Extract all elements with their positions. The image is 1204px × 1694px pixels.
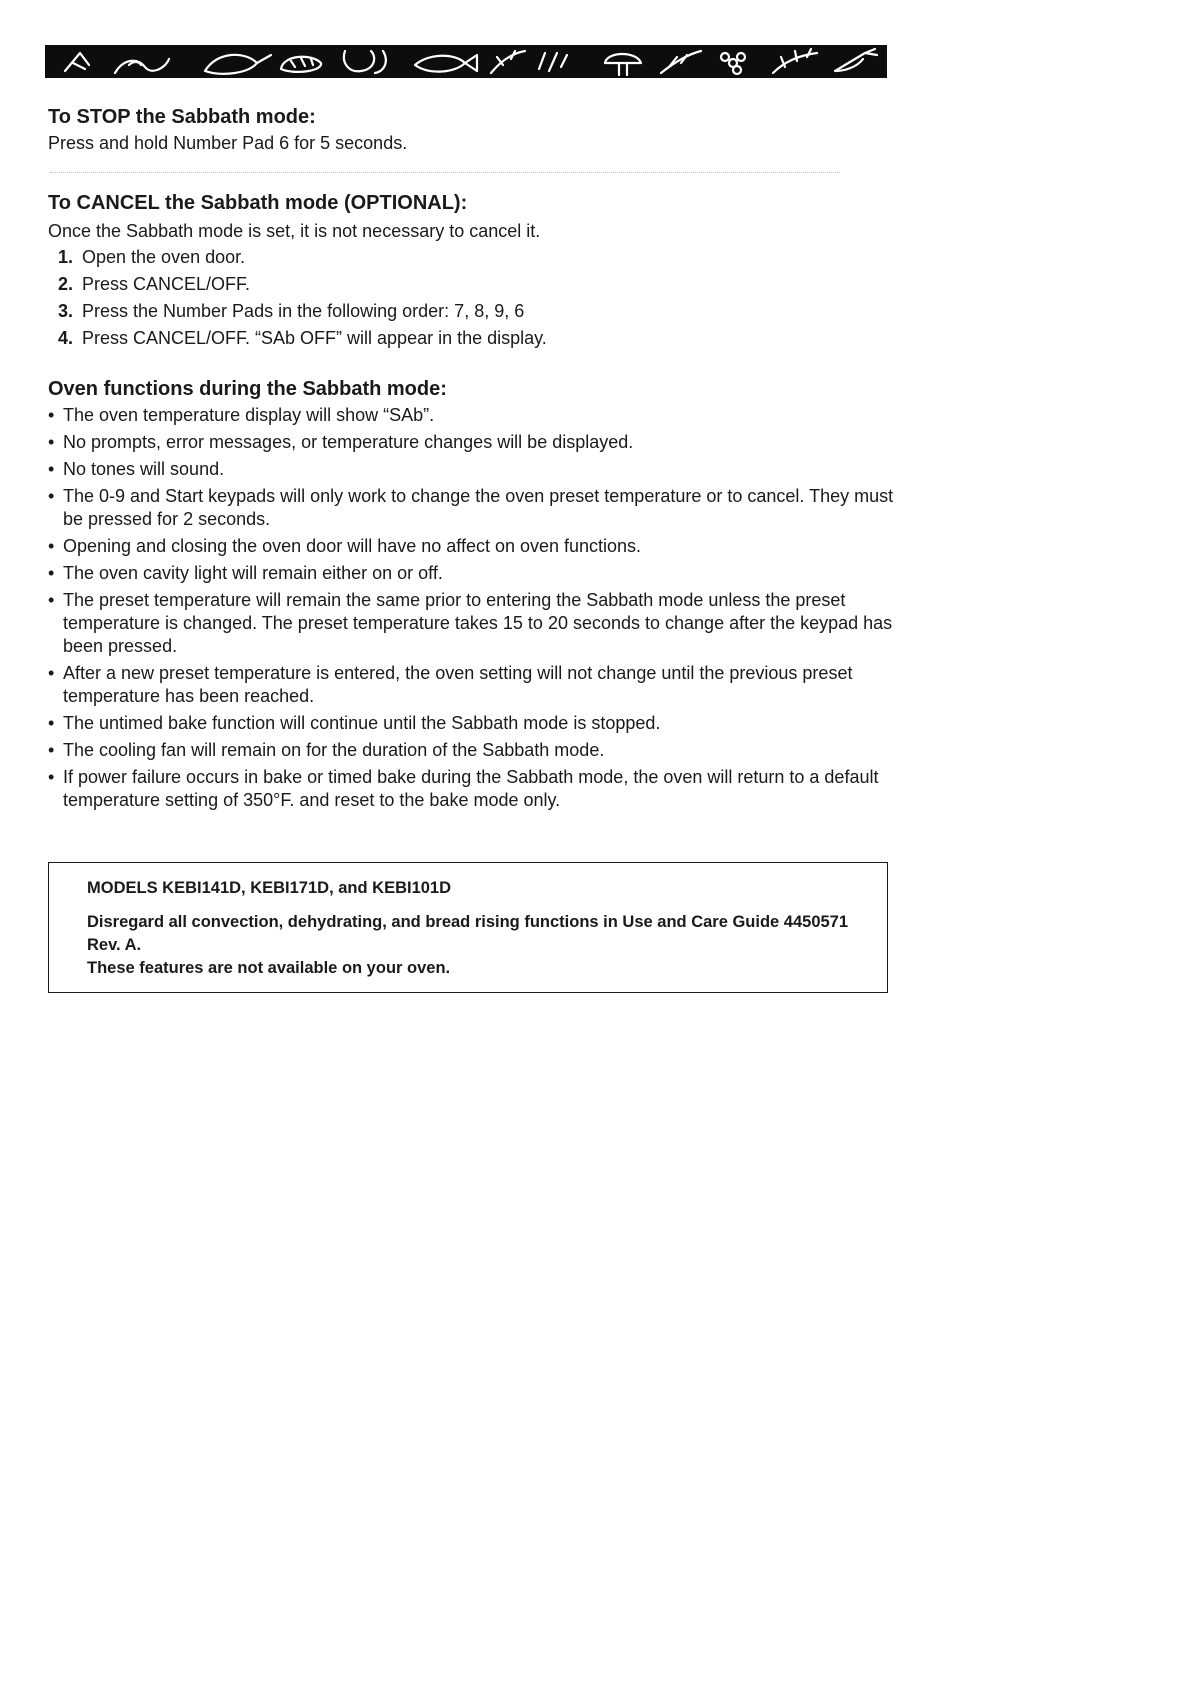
cancel-sabbath-heading: To CANCEL the Sabbath mode (OPTIONAL): xyxy=(48,192,468,214)
list-item: • No tones will sound. xyxy=(48,458,903,481)
models-notice-disregard-text: Disregard all convection, dehydrating, and bread rising functions in Use and Care Guide 4450571 Rev. A. xyxy=(87,913,849,954)
stop-sabbath-heading: To STOP the Sabbath mode: xyxy=(48,106,316,128)
oven-functions-section xyxy=(48,376,903,816)
list-item: • After a new preset temperature is entered, the oven setting will not change until the previous preset temperature has been reached. xyxy=(48,662,903,708)
list-item: • If power failure occurs in bake or timed bake during the Sabbath mode, the oven will return to a default temperature setting of 350°F. and reset to the bake mode only. xyxy=(48,766,903,812)
oven-functions-list xyxy=(48,404,903,812)
cancel-step: 2. Press CANCEL/OFF. xyxy=(58,274,251,294)
models-notice-unavailable-text: These features are not available on your oven. xyxy=(87,959,451,977)
cancel-step: 1. Open the oven door. xyxy=(58,247,246,267)
list-item: • The untimed bake function will continue until the Sabbath mode is stopped. xyxy=(48,712,903,735)
models-notice-title: MODELS KEBI141D, KEBI171D, and KEBI101D xyxy=(87,879,452,897)
list-item: • No prompts, error messages, or temperature changes will be displayed. xyxy=(48,431,903,454)
list-item: • The oven cavity light will remain either on or off. xyxy=(48,562,903,585)
list-item: • Opening and closing the oven door will have no affect on oven functions. xyxy=(48,535,903,558)
models-notice-box xyxy=(48,862,888,993)
cancel-sabbath-intro: Once the Sabbath mode is set, it is not necessary to cancel it. xyxy=(48,221,541,241)
cancel-step: 3. Press the Number Pads in the following order: 7, 8, 9, 6 xyxy=(58,301,525,321)
list-item: • The cooling fan will remain on for the duration of the Sabbath mode. xyxy=(48,739,903,762)
cancel-steps-list xyxy=(48,244,898,352)
decorative-food-banner xyxy=(45,45,887,78)
oven-functions-heading: Oven functions during the Sabbath mode: xyxy=(48,378,447,400)
section-divider xyxy=(50,172,840,173)
stop-sabbath-section xyxy=(48,104,898,156)
food-illustration-icon xyxy=(45,45,887,78)
list-item: • The preset temperature will remain the same prior to entering the Sabbath mode unless the preset temperature is changed. The preset temperature takes 15 to 20 seconds to change after the keypad has been pressed. xyxy=(48,589,903,658)
cancel-sabbath-section xyxy=(48,190,898,352)
list-item: • The 0-9 and Start keypads will only work to change the oven preset temperature or to cancel. They must be pressed for 2 seconds. xyxy=(48,485,903,531)
stop-sabbath-instruction: Press and hold Number Pad 6 for 5 seconds. xyxy=(48,133,408,153)
list-item: • The oven temperature display will show “SAb”. xyxy=(48,404,903,427)
cancel-step: 4. Press CANCEL/OFF. “SAb OFF” will appear in the display. xyxy=(58,328,547,348)
